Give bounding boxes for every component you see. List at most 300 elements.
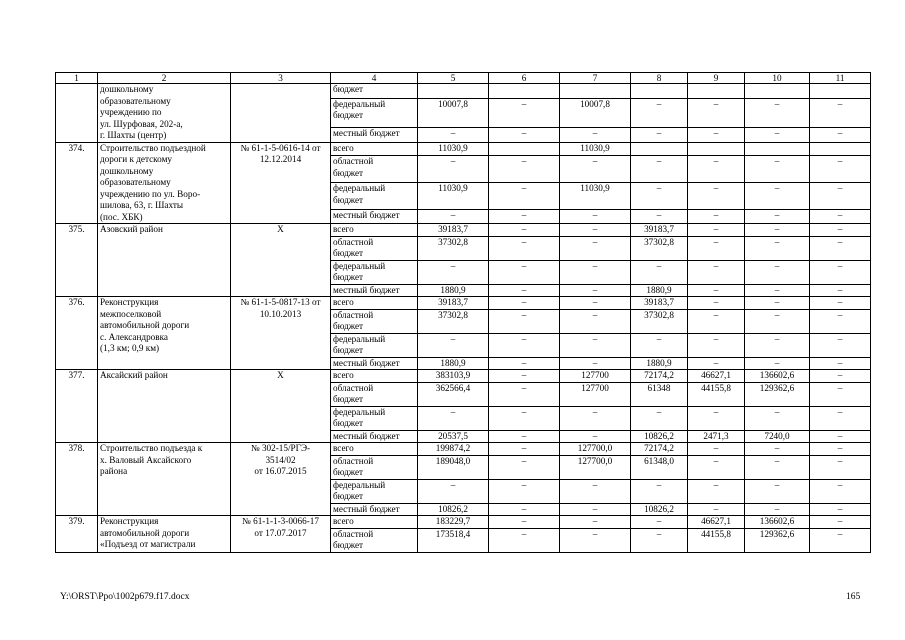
table-row [56,297,871,310]
value-cell: – [745,443,810,456]
budget-source-line: местный бюджет [333,357,400,368]
value-cell: – [631,516,688,529]
budget-source [331,516,418,529]
value-cell [560,84,631,99]
value-cell: – [745,284,810,297]
budget-source [331,156,418,183]
value-cell: – [631,479,688,503]
header-row [56,73,871,84]
object-name-line: дороги к детскому [100,154,172,164]
value-cell: – [745,455,810,479]
document-reference-line: 3514/02 [265,454,296,465]
value-cell: – [745,210,810,224]
value-cell: 136602,6 [745,370,810,383]
document-reference-line: 10.10.2013 [259,308,302,319]
document-reference-line: от 17.07.2017 [254,527,307,538]
value-cell: 72174,2 [631,370,688,383]
value-cell: – [810,479,871,503]
object-name-line: «Подъезд от магистрали [100,539,196,549]
value-cell: 11030,9 [560,142,631,156]
value-cell: – [489,357,560,370]
row-number [56,84,98,143]
budget-source [331,210,418,224]
value-cell [688,142,745,156]
value-cell: – [810,443,871,456]
value-cell: – [810,455,871,479]
budget-source-line: всего [333,142,354,153]
value-cell [418,84,489,99]
budget-source [331,142,418,156]
value-cell: – [418,210,489,224]
value-cell: – [688,284,745,297]
value-cell: 199874,2 [418,443,489,456]
budget-source-line: федеральный [333,333,386,344]
budget-source [331,183,418,210]
document-path: Y:\ORST\Ppo\1002p679.f17.docx [60,592,190,602]
budget-source-line: всего [333,516,354,526]
value-cell: – [489,333,560,357]
value-cell: 11030,9 [418,142,489,156]
value-cell: – [688,236,745,260]
value-cell: – [688,357,745,370]
column-header: 2 [98,73,231,84]
value-cell: – [688,333,745,357]
value-cell: – [810,382,871,406]
budget-source-line: местный бюджет [333,210,400,221]
value-cell: – [810,284,871,297]
value-cell: 183229,7 [418,516,489,529]
value-cell: – [688,406,745,430]
document-reference-line: № 302-15/РГЭ- [250,443,311,453]
value-cell: – [745,479,810,503]
budget-source [331,406,418,430]
budget-source-line: бюджет [333,272,364,282]
value-cell: – [631,333,688,357]
value-cell: – [810,127,871,142]
value-cell: – [489,309,560,333]
value-cell: – [745,260,810,284]
value-cell: – [560,333,631,357]
budget-source-line: всего [333,297,354,307]
value-cell: – [688,156,745,183]
budget-source [331,430,418,443]
value-cell: – [688,503,745,516]
value-cell: – [631,183,688,210]
value-cell: – [688,297,745,310]
value-cell: 37302,8 [631,309,688,333]
value-cell: – [745,406,810,430]
budget-source-line: бюджет [333,467,364,477]
value-cell [631,84,688,99]
budget-source [331,236,418,260]
value-cell [745,142,810,156]
value-cell: – [560,309,631,333]
object-name-line: Аксайский район [100,370,168,380]
value-cell: – [810,528,871,552]
value-cell: – [489,455,560,479]
budget-source-line: всего [333,370,354,380]
object-name-line: Реконструкция [100,297,159,307]
value-cell: – [688,455,745,479]
value-cell: – [489,224,560,237]
value-cell: – [560,430,631,443]
value-cell [810,142,871,156]
table-row [56,224,871,237]
budget-source-line: бюджет [333,540,364,550]
budget-source [331,370,418,383]
column-header: 11 [810,73,871,84]
column-header: 8 [631,73,688,84]
value-cell: – [810,406,871,430]
budget-source [331,357,418,370]
budget-source-line: областной [333,528,374,539]
object-name-line: х. Валовый Аксайского [100,454,192,465]
object-name [98,297,231,370]
value-cell: – [560,503,631,516]
value-cell: – [631,528,688,552]
budget-source-line: местный бюджет [333,284,400,295]
budget-source-line: федеральный [333,479,386,490]
object-name-line: с. Александровка [100,331,168,342]
object-name-line: Строительство подъездной [100,142,206,153]
value-cell: – [418,127,489,142]
value-cell: 72174,2 [631,443,688,456]
value-cell: – [489,528,560,552]
budget-source [331,260,418,284]
object-name-line: Азовский район [100,224,163,234]
budget-source [331,309,418,333]
budget-source [331,224,418,237]
value-cell: – [745,503,810,516]
value-cell: – [745,357,810,370]
value-cell: 127700,0 [560,455,631,479]
object-name-line: образовательному [100,177,171,187]
object-name-line: учреждению по ул. Воро- [100,188,201,199]
object-name [98,370,231,443]
document-reference-line: Х [277,224,284,234]
value-cell: 1880,9 [631,284,688,297]
budget-source-line: местный бюджет [333,503,400,514]
column-header: 4 [331,73,418,84]
value-cell: 1880,9 [418,357,489,370]
value-cell: – [745,236,810,260]
value-cell: 189048,0 [418,455,489,479]
value-cell: – [560,479,631,503]
value-cell: 61348,0 [631,455,688,479]
value-cell: 129362,6 [745,528,810,552]
value-cell: 2471,3 [688,430,745,443]
value-cell [489,84,560,99]
value-cell: – [489,236,560,260]
value-cell: 383103,9 [418,370,489,383]
value-cell: 10007,8 [418,98,489,127]
object-name-line: автомобильной дороги [100,527,190,538]
value-cell: – [560,357,631,370]
value-cell: – [688,224,745,237]
value-cell: – [745,309,810,333]
column-header: 5 [418,73,489,84]
document-reference [231,370,331,443]
value-cell: 61348 [631,382,688,406]
object-name-line: г. Шахты (центр) [100,130,167,140]
column-header: 1 [56,73,98,84]
document-reference [231,224,331,297]
value-cell: – [489,503,560,516]
value-cell: – [560,297,631,310]
object-name-line: автомобильной дороги [100,320,190,330]
budget-source-line: местный бюджет [333,430,400,441]
value-cell: – [560,528,631,552]
value-cell: – [745,297,810,310]
value-cell: 44155,8 [688,528,745,552]
document-reference [231,443,331,516]
budget-source-line: бюджет [333,345,364,355]
object-name [98,84,231,143]
budget-table [55,72,871,553]
document-reference [231,142,331,224]
value-cell: – [560,210,631,224]
budget-source-line: бюджет [333,394,364,404]
document-reference-line: от 16.07.2015 [254,466,307,476]
value-cell: – [631,406,688,430]
value-cell: – [560,516,631,529]
budget-source-line: федеральный [333,98,386,109]
row-number: 378. [56,443,98,516]
object-name-line: (пос. ХБК) [100,211,143,222]
value-cell [810,84,871,99]
object-name-line: Строительство подъезда к [100,443,203,453]
value-cell: 1880,9 [631,357,688,370]
budget-source-line: бюджет [333,321,364,331]
value-cell: – [418,406,489,430]
table-row [56,84,871,99]
budget-source-line: областной [333,382,374,393]
value-cell: – [810,430,871,443]
value-cell: – [810,309,871,333]
table-row [56,370,871,383]
budget-source [331,98,418,127]
value-cell: 39183,7 [418,224,489,237]
document-reference [231,516,331,553]
budget-source-line: бюджет [333,194,364,205]
value-cell: – [560,284,631,297]
budget-source [331,284,418,297]
value-cell: – [418,156,489,183]
budget-source [331,503,418,516]
value-cell: 136602,6 [745,516,810,529]
object-name-line: (1,3 км; 0,9 км) [100,343,160,353]
budget-source-line: областной [333,156,374,167]
budget-source [331,443,418,456]
value-cell: 173518,4 [418,528,489,552]
document-reference-line: Х [277,370,284,380]
column-header: 7 [560,73,631,84]
row-number: 376. [56,297,98,370]
budget-source-line: всего [333,224,354,234]
document-reference-line: № 61-1-5-0616-14 от [240,142,321,153]
value-cell: 39183,7 [631,224,688,237]
value-cell: 127700 [560,370,631,383]
budget-source-line: бюджет [333,248,364,258]
budget-source-line: бюджет [333,418,364,428]
value-cell: – [489,284,560,297]
document-reference-line: № 61-1-5-0817-13 от [240,297,321,307]
value-cell: 37302,8 [418,236,489,260]
object-name-line: дошкольному [100,165,154,176]
table-row [56,142,871,156]
value-cell: – [560,406,631,430]
column-header: 6 [489,73,560,84]
value-cell: – [745,127,810,142]
value-cell: – [688,260,745,284]
document-reference-line: № 61-1-1-3-0066-17 [242,516,319,526]
value-cell: 20537,5 [418,430,489,443]
value-cell: 127700,0 [560,443,631,456]
row-number: 374. [56,142,98,224]
document-reference [231,84,331,143]
value-cell: – [810,503,871,516]
value-cell: – [810,224,871,237]
row-number: 375. [56,224,98,297]
value-cell: 46627,1 [688,516,745,529]
column-header: 3 [231,73,331,84]
value-cell: – [810,156,871,183]
value-cell: – [489,210,560,224]
object-name-line: образовательному [100,95,171,106]
value-cell: – [688,479,745,503]
value-cell: – [489,430,560,443]
budget-source-line: бюджет [333,167,364,178]
value-cell: – [489,406,560,430]
value-cell: – [418,260,489,284]
value-cell: – [489,516,560,529]
table-row [56,443,871,456]
budget-source [331,382,418,406]
value-cell: – [688,443,745,456]
value-cell [631,142,688,156]
value-cell: 10826,2 [631,503,688,516]
budget-source-line: областной [333,236,374,247]
budget-source [331,479,418,503]
value-cell: – [810,260,871,284]
value-cell: 39183,7 [418,297,489,310]
value-cell: 11030,9 [418,183,489,210]
value-cell: – [560,260,631,284]
value-cell: – [489,260,560,284]
budget-source-line: бюджет [333,110,364,121]
row-number: 379. [56,516,98,553]
value-cell: – [489,183,560,210]
value-cell: – [810,333,871,357]
budget-source-line: бюджет [333,491,364,501]
value-cell: – [631,127,688,142]
column-header: 10 [745,73,810,84]
value-cell: – [745,224,810,237]
value-cell: 129362,6 [745,382,810,406]
budget-source-line: всего [333,443,354,453]
value-cell [745,84,810,99]
object-name-line: учреждению по [100,107,162,117]
object-name-line: Реконструкция [100,516,159,526]
value-cell: 11030,9 [560,183,631,210]
value-cell: 10007,8 [560,98,631,127]
value-cell: – [489,443,560,456]
row-number: 377. [56,370,98,443]
value-cell: 10826,2 [418,503,489,516]
value-cell: – [688,309,745,333]
value-cell: – [560,127,631,142]
page-number: 165 [846,592,861,602]
value-cell: – [489,98,560,127]
budget-source-line: федеральный [333,406,386,417]
value-cell: – [631,156,688,183]
value-cell: 39183,7 [631,297,688,310]
value-cell: – [810,297,871,310]
value-cell: – [810,98,871,127]
budget-source [331,528,418,552]
value-cell: 1880,9 [418,284,489,297]
value-cell: – [489,382,560,406]
value-cell: – [418,479,489,503]
value-cell: 7240,0 [745,430,810,443]
budget-source [331,455,418,479]
budget-source [331,84,418,99]
value-cell: 44155,8 [688,382,745,406]
value-cell: 46627,1 [688,370,745,383]
budget-source-line: бюджет [333,84,364,94]
value-cell: – [489,127,560,142]
value-cell: 37302,8 [418,309,489,333]
object-name-line: шилова, 63, г. Шахты [100,200,184,210]
value-cell: – [688,210,745,224]
budget-source-line: местный бюджет [333,127,400,138]
value-cell: – [688,98,745,127]
budget-source [331,127,418,142]
value-cell: – [631,98,688,127]
value-cell: 127700 [560,382,631,406]
value-cell: – [810,183,871,210]
value-cell: – [810,516,871,529]
value-cell: – [631,210,688,224]
object-name-line: дошкольному [100,84,154,94]
object-name [98,443,231,516]
object-name [98,516,231,553]
value-cell: – [631,260,688,284]
value-cell [489,142,560,156]
budget-source-line: федеральный [333,183,386,194]
budget-source-line: федеральный [333,260,386,271]
column-header: 9 [688,73,745,84]
budget-source-line: областной [333,309,374,320]
value-cell: 10826,2 [631,430,688,443]
value-cell: – [745,156,810,183]
value-cell: – [810,370,871,383]
budget-source-line: областной [333,455,374,466]
object-name-line: межпоселковой [100,308,162,319]
value-cell: 37302,8 [631,236,688,260]
budget-source [331,297,418,310]
value-cell: – [560,236,631,260]
object-name [98,142,231,224]
value-cell: – [688,127,745,142]
value-cell: – [745,183,810,210]
value-cell: 362566,4 [418,382,489,406]
value-cell: – [560,156,631,183]
object-name [98,224,231,297]
table-row [56,516,871,529]
value-cell [688,84,745,99]
value-cell: – [560,224,631,237]
